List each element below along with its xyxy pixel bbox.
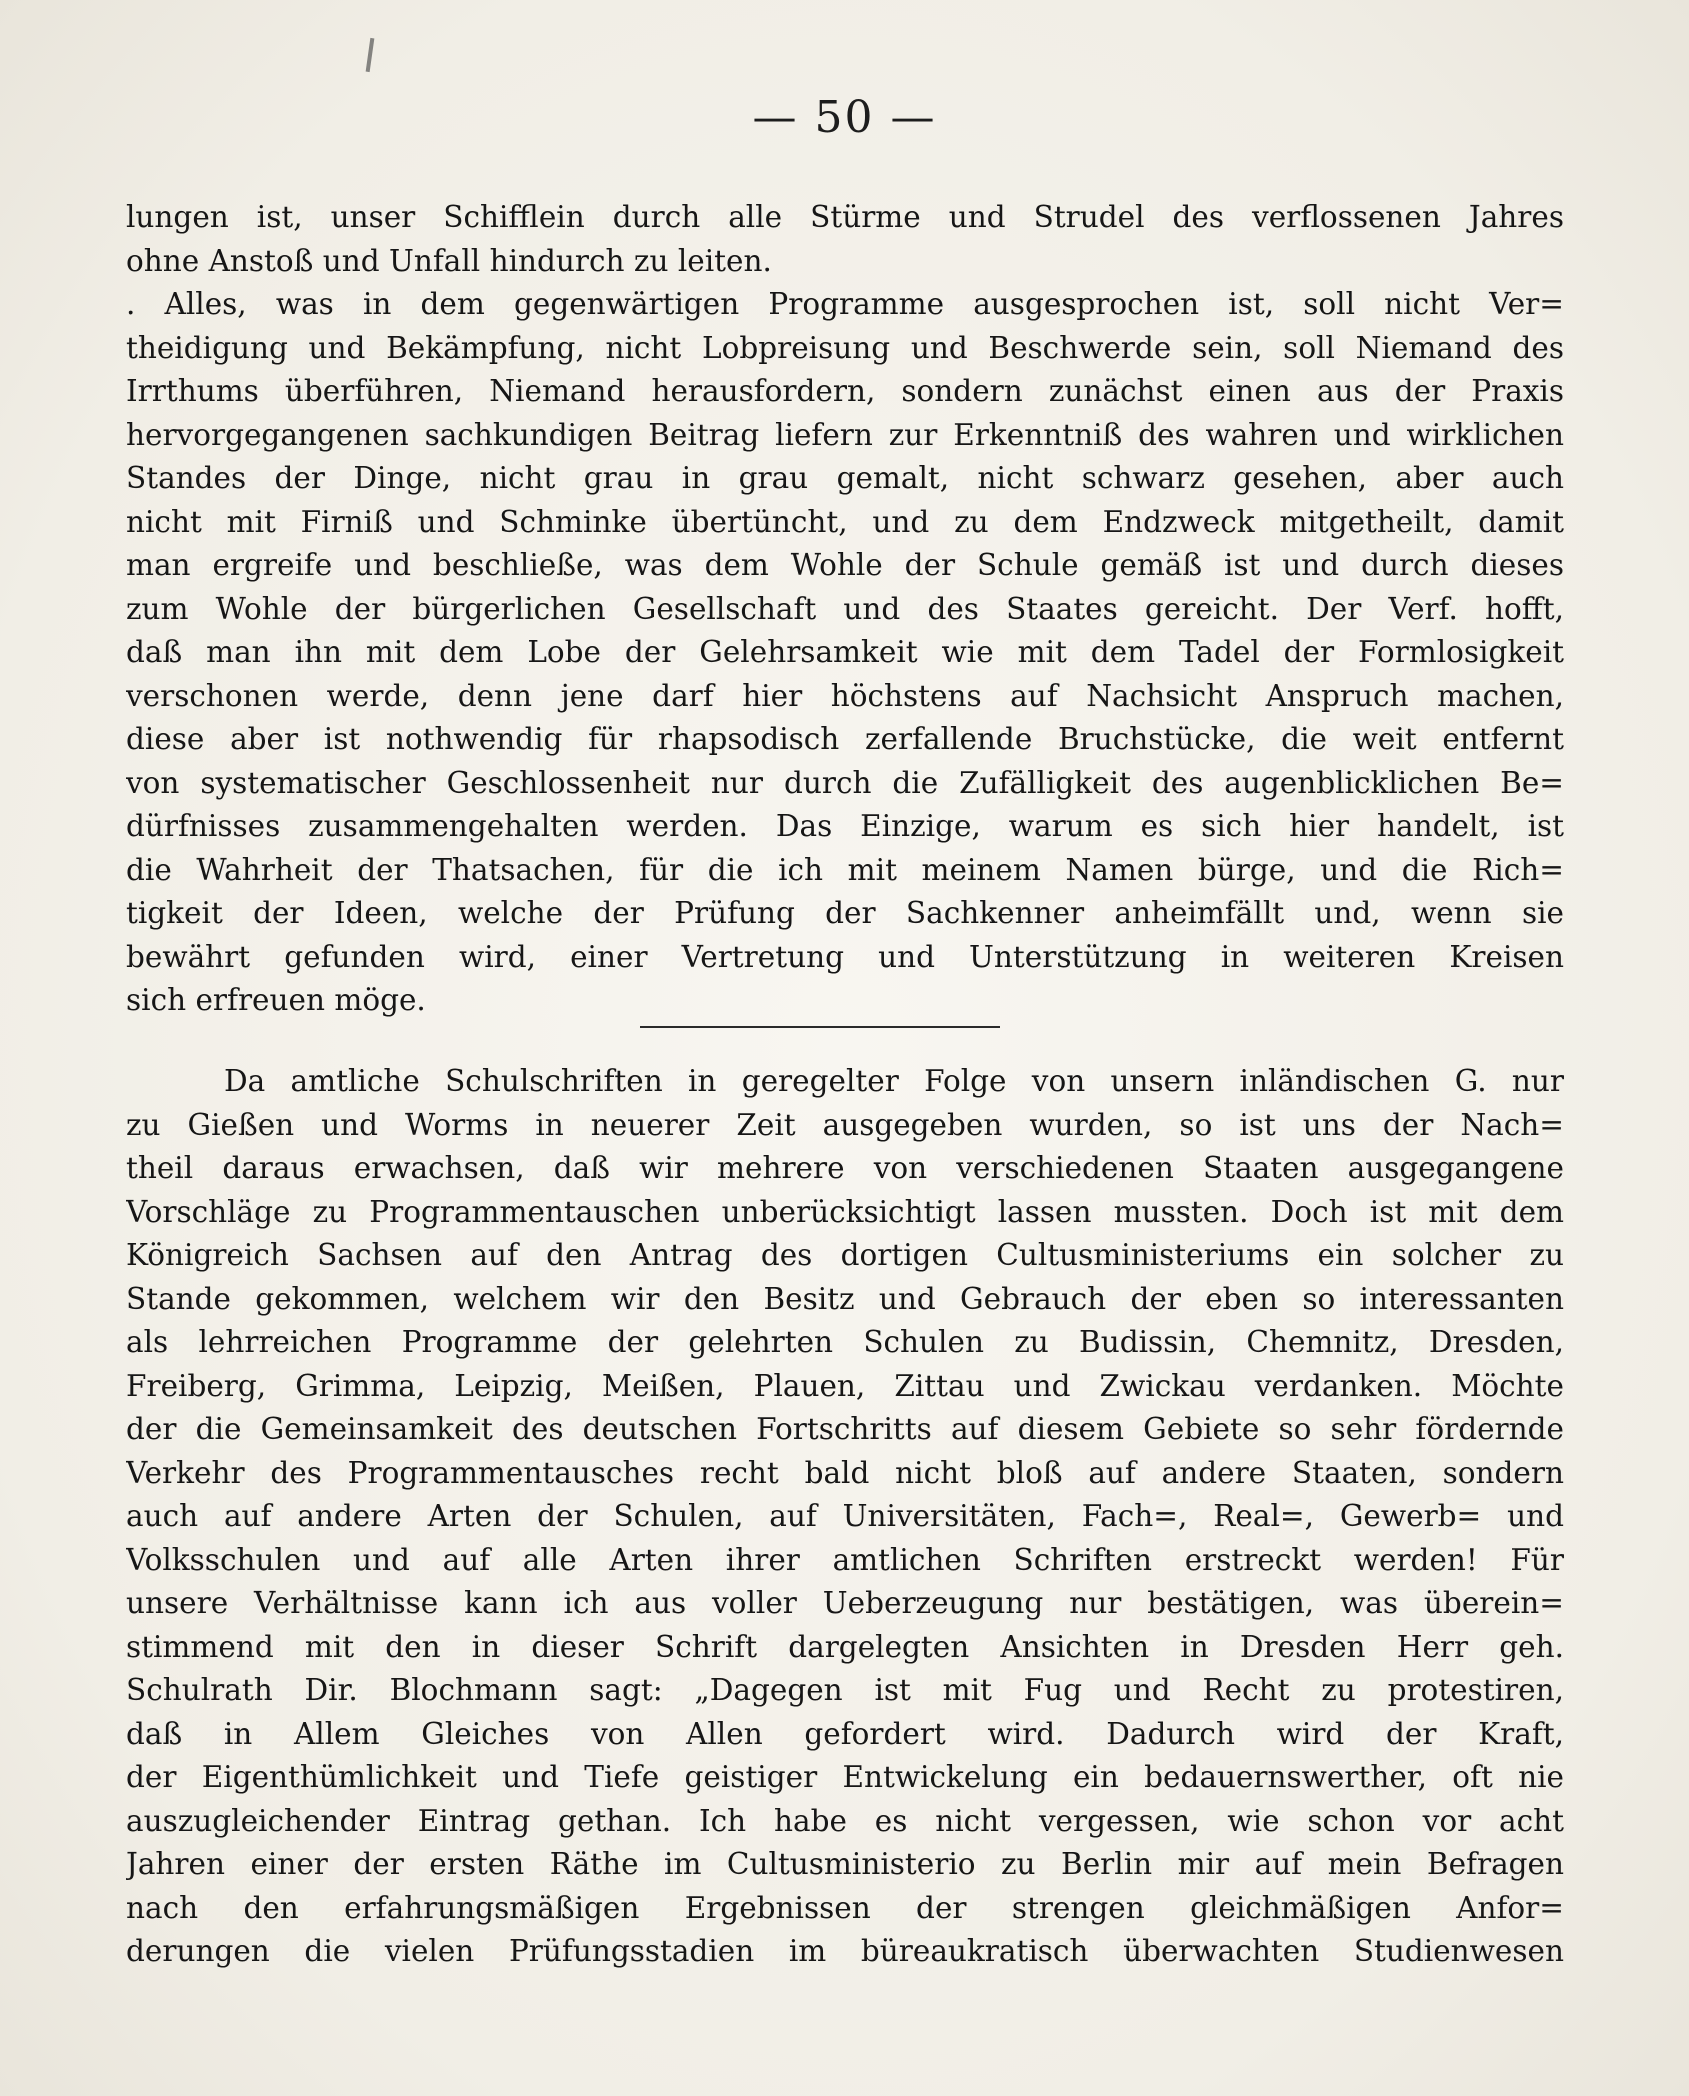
text-line: auch auf andere Arten der Schulen, auf Universitäten, Fach=, Real=, Gewerb= und [126,1499,1564,1533]
text-line: von systematischer Geschlossenheit nur durch die Zufälligkeit des augenblicklichen Be= [126,765,1564,800]
text-line: Vorschläge zu Programmentauschen unberücksichtigt lassen mussten. Doch ist mit dem [126,1194,1564,1229]
text-line: der die Gemeinsamkeit des deutschen Fortschritts auf diesem Gebiete so sehr fördernde [126,1412,1564,1446]
section-divider [640,1026,1000,1028]
text-line: Verkehr des Programmentausches recht bald nicht bloß auf andere Staaten, sondern [126,1455,1564,1490]
text-line: Königreich Sachsen auf den Antrag des dortigen Cultusministeriums ein solcher zu [126,1238,1564,1272]
text-line: man ergreife und beschließe, was dem Wohle der Schule gemäß ist und durch dieses [126,548,1564,582]
text-line: bewährt gefunden wird, einer Vertretung und Unterstützung in weiteren Kreisen [126,939,1564,974]
text-line: nicht mit Firniß und Schminke übertüncht, und zu dem Endzweck mitgetheilt, damit [126,504,1564,539]
text-line: daß man ihn mit dem Lobe der Gelehrsamkeit wie mit dem Tadel der Formlosigkeit [126,635,1564,669]
text-line: unsere Verhältnisse kann ich aus voller Ueberzeugung nur bestätigen, was überein= [126,1586,1564,1620]
text-line: hervorgegangenen sachkundigen Beitrag liefern zur Erkenntniß des wahren und wirklichen [126,417,1564,452]
text-line: zum Wohle der bürgerlichen Gesellschaft und des Staates gereicht. Der Verf. hofft, [126,591,1564,626]
text-line: Schulrath Dir. Blochmann sagt: „Dagegen ist mit Fug und Recht zu protestiren, [126,1673,1564,1707]
text-line: stimmend mit den in dieser Schrift dargelegten Ansichten in Dresden Herr geh. [126,1629,1564,1664]
text-line: verschonen werde, denn jene darf hier höchstens auf Nachsicht Anspruch machen, [126,678,1564,713]
text-line: die Wahrheit der Thatsachen, für die ich mit meinem Namen bürge, und die Rich= [126,852,1564,887]
text-line: nach den erfahrungsmäßigen Ergebnissen der strengen gleichmäßigen Anfor= [126,1890,1564,1925]
text-line: Freiberg, Grimma, Leipzig, Meißen, Plauen, Zittau und Zwickau verdanken. Möchte [126,1368,1564,1403]
page-number: — 50 — [752,92,937,143]
text-line: theidigung und Bekämpfung, nicht Lobpreisung und Beschwerde sein, soll Niemand des [126,330,1564,365]
text-line: Volksschulen und auf alle Arten ihrer amtlichen Schriften erstreckt werden! Für [126,1542,1564,1577]
text-line: zu Gießen und Worms in neuerer Zeit ausgegeben wurden, so ist uns der Nach= [126,1107,1564,1142]
text-line: theil daraus erwachsen, daß wir mehrere von verschiedenen Staaten ausgegangene [126,1151,1564,1185]
text-line: der Eigenthümlichkeit und Tiefe geistiger Entwickelung ein bedauernswerther, oft nie [126,1760,1564,1794]
stray-ink-mark [366,38,375,72]
text-line: diese aber ist nothwendig für rhapsodisch zerfallende Bruchstücke, die weit entfernt [126,722,1564,756]
text-line: derungen die vielen Prüfungsstadien im büreaukratisch überwachten Studienwesen [126,1934,1564,1968]
text-line: lungen ist, unser Schifflein durch alle Stürme und Strudel des verflossenen Jahres [126,200,1564,234]
text-line: daß in Allem Gleiches von Allen gefordert wird. Dadurch wird der Kraft, [126,1716,1564,1751]
text-line: dürfnisses zusammengehalten werden. Das Einzige, warum es sich hier handelt, ist [126,809,1564,843]
text-line: tigkeit der Ideen, welche der Prüfung der Sachkenner anheimfällt und, wenn sie [126,896,1564,930]
text-line: Stande gekommen, welchem wir den Besitz und Gebrauch der eben so interessanten [126,1281,1564,1316]
text-line: Da amtliche Schulschriften in geregelter Folge von unsern inländischen G. nur [224,1064,1564,1098]
text-line: . Alles, was in dem gegenwärtigen Programme ausgesprochen ist, soll nicht Ver= [126,287,1564,321]
text-line: Standes der Dinge, nicht grau in grau gemalt, nicht schwarz gesehen, aber auch [126,461,1564,495]
text-line: Irrthums überführen, Niemand herausfordern, sondern zunächst einen aus der Praxis [126,374,1564,408]
text-line: als lehrreichen Programme der gelehrten Schulen zu Budissin, Chemnitz, Dresden, [126,1325,1564,1359]
text-line: auszugleichender Eintrag gethan. Ich habe es nicht vergessen, wie schon vor acht [126,1803,1564,1838]
paragraph-1 [126,196,1564,1023]
paragraph-2 [126,1060,1564,1974]
text-line: ohne Anstoß und Unfall hindurch zu leiten. [126,243,772,278]
text-line: sich erfreuen möge. [126,983,426,1017]
text-line: Jahren einer der ersten Räthe im Cultusministerio zu Berlin mir auf mein Befragen [126,1847,1564,1881]
